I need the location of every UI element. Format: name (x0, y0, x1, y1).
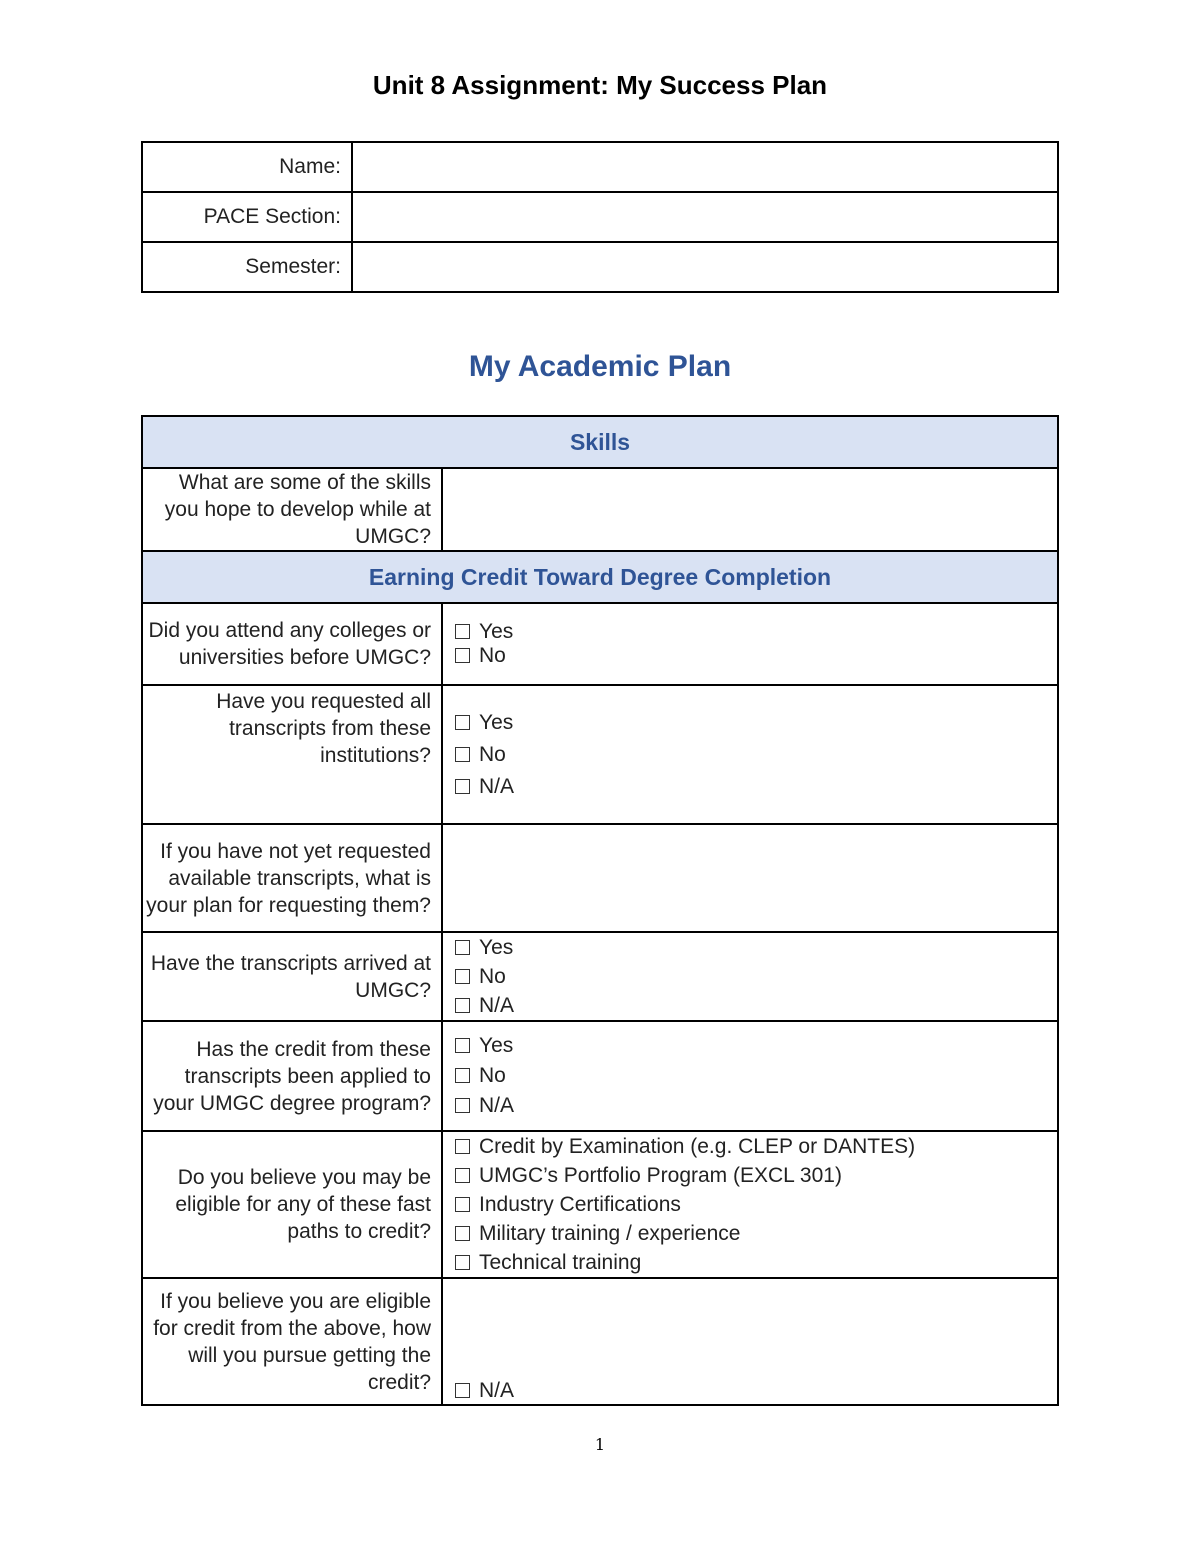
credit-header: Earning Credit Toward Degree Completion (142, 551, 1058, 603)
checkbox-option[interactable]: Yes (455, 620, 1057, 644)
checkbox-icon (455, 1038, 470, 1053)
checkbox-icon (455, 1383, 470, 1398)
checkbox-icon (455, 1098, 470, 1113)
checkbox-icon (455, 624, 470, 639)
checkbox-option[interactable]: No (455, 739, 1057, 771)
pace-section-field[interactable] (352, 192, 1058, 242)
checkbox-icon (455, 747, 470, 762)
transcripts-arrived-options (442, 932, 1058, 1021)
credit-applied-options (442, 1021, 1058, 1131)
checkbox-option[interactable]: N/A (455, 1091, 1057, 1121)
semester-label: Semester: (142, 242, 352, 292)
prior-colleges-options (442, 603, 1058, 685)
checkbox-icon (455, 779, 470, 794)
transcripts-requested-question: Have you requested all transcripts from these institutions? (142, 685, 442, 824)
checkbox-icon (455, 1255, 470, 1270)
checkbox-option[interactable]: Technical training (455, 1248, 1057, 1277)
checkbox-option[interactable]: N/A (455, 991, 1057, 1020)
checkbox-option[interactable]: Industry Certifications (455, 1190, 1057, 1219)
name-field[interactable] (352, 142, 1058, 192)
checkbox-option[interactable]: Military training / experience (455, 1219, 1057, 1248)
academic-plan-table (141, 415, 1059, 1406)
transcript-plan-answer-field[interactable] (442, 824, 1058, 932)
credit-applied-question: Has the credit from these transcripts been applied to your UMGC degree program? (142, 1021, 442, 1131)
prior-colleges-question: Did you attend any colleges or universities before UMGC? (142, 603, 442, 685)
checkbox-option[interactable]: Credit by Examination (e.g. CLEP or DANTES) (455, 1132, 1057, 1161)
semester-field[interactable] (352, 242, 1058, 292)
fast-paths-options (442, 1131, 1058, 1278)
pursue-credit-question: If you believe you are eligible for credit from the above, how will you pursue getting the credit? (142, 1278, 442, 1405)
transcript-plan-question: If you have not yet requested available transcripts, what is your plan for requesting them? (142, 824, 442, 932)
transcripts-arrived-question: Have the transcripts arrived at UMGC? (142, 932, 442, 1021)
checkbox-icon (455, 1226, 470, 1241)
transcripts-requested-options (442, 685, 1058, 824)
student-info-table (141, 141, 1059, 293)
skills-answer-field[interactable] (442, 468, 1058, 551)
checkbox-option[interactable]: Yes (455, 1031, 1057, 1061)
document-title: Unit 8 Assignment: My Success Plan (372, 70, 828, 100)
name-row (142, 142, 1058, 192)
checkbox-option[interactable]: Yes (455, 933, 1057, 962)
checkbox-icon (455, 1197, 470, 1212)
checkbox-icon (455, 1068, 470, 1083)
checkbox-option[interactable]: No (455, 644, 1057, 668)
checkbox-icon (455, 969, 470, 984)
checkbox-option[interactable]: UMGC’s Portfolio Program (EXCL 301) (455, 1161, 1057, 1190)
checkbox-icon (455, 715, 470, 730)
name-label: Name: (142, 142, 352, 192)
checkbox-icon (455, 998, 470, 1013)
pursue-credit-answer-field[interactable] (442, 1278, 1058, 1405)
semester-row (142, 242, 1058, 292)
checkbox-icon (455, 648, 470, 663)
checkbox-option[interactable]: Yes (455, 707, 1057, 739)
pace-section-row (142, 192, 1058, 242)
checkbox-option[interactable]: No (455, 1061, 1057, 1091)
page-number: 1 (594, 1435, 606, 1454)
checkbox-option[interactable]: No (455, 962, 1057, 991)
skills-question: What are some of the skills you hope to develop while at UMGC? (142, 468, 442, 551)
checkbox-icon (455, 940, 470, 955)
pace-section-label: PACE Section: (142, 192, 352, 242)
academic-plan-title: My Academic Plan (468, 350, 732, 383)
fast-paths-question: Do you believe you may be eligible for any of these fast paths to credit? (142, 1131, 442, 1278)
skills-header: Skills (142, 416, 1058, 468)
checkbox-option[interactable]: N/A (455, 1379, 1057, 1403)
checkbox-option[interactable]: N/A (455, 771, 1057, 803)
checkbox-icon (455, 1168, 470, 1183)
checkbox-icon (455, 1139, 470, 1154)
